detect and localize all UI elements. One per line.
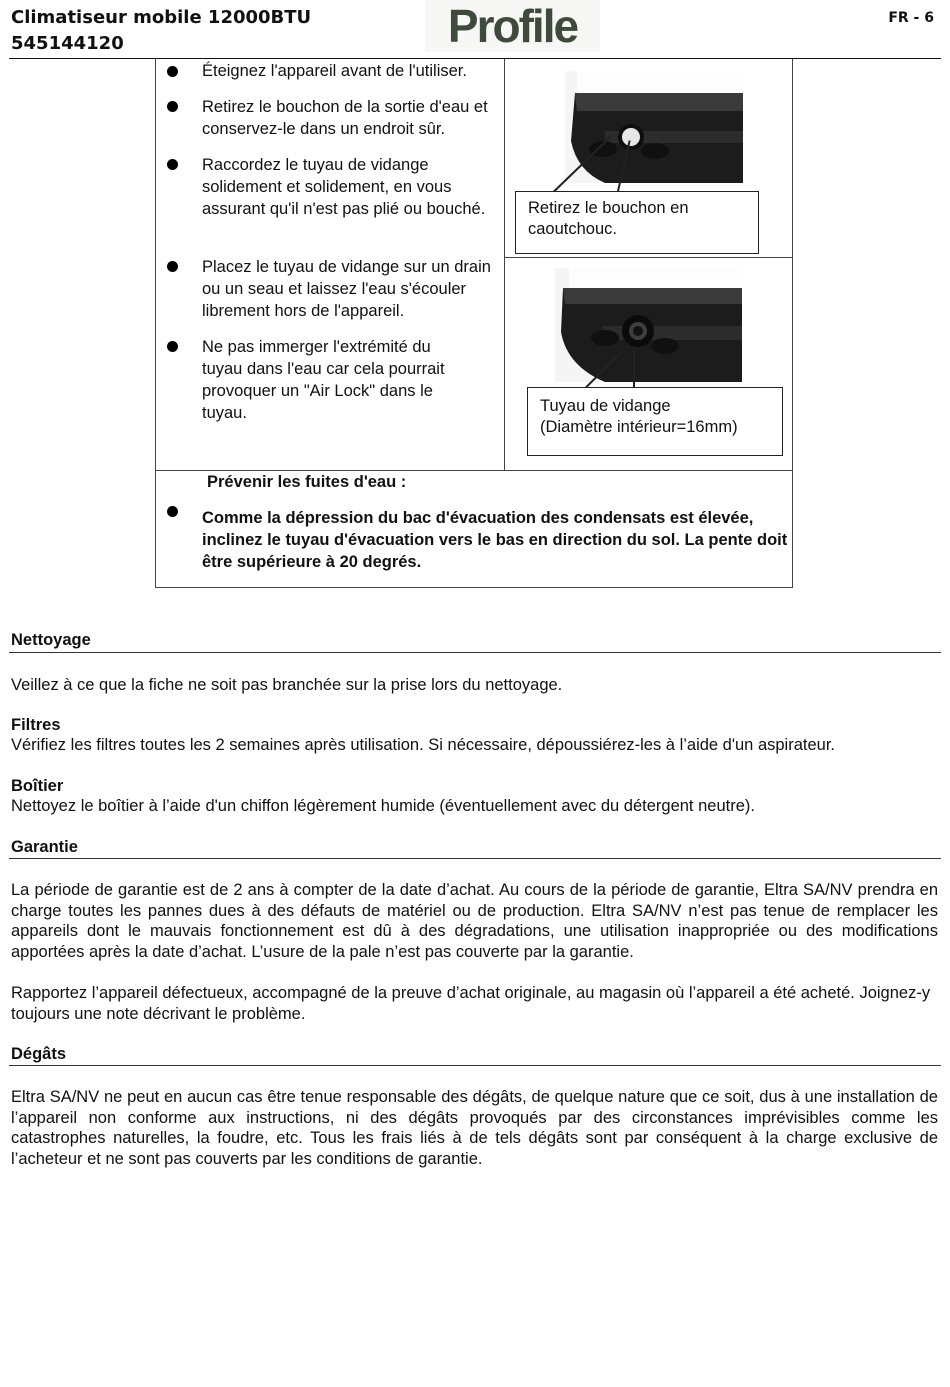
drain-step-3: Raccordez le tuyau de vidange solidement et solidement, en vous assurant qu'il n'est pas plié ou bouché. <box>202 156 486 218</box>
bullet-icon <box>167 506 178 517</box>
hose-callout <box>527 387 783 456</box>
garantie-paragraph-2: Rapportez l’appareil défectueux, accompagné de la preuve d’achat originale, au magasin où l’appareil a été acheté. Joignez-y toujours une note décrivant le problème. <box>11 984 931 1023</box>
subheading-boitier: Boîtier <box>11 777 64 795</box>
profile-logo: Profile <box>425 0 600 52</box>
bullet-icon <box>167 101 178 112</box>
table-image-divider <box>504 257 793 258</box>
section-divider <box>9 858 941 859</box>
subheading-filtres: Filtres <box>11 716 61 734</box>
hose-callout-label: Tuyau de vidange <box>540 397 671 415</box>
bullet-icon <box>167 261 178 272</box>
callout-leader-line <box>633 351 635 387</box>
table-column-divider <box>504 59 505 470</box>
drain-step-2: Retirez le bouchon de la sortie d'eau et conservez-le dans un endroit sûr. <box>202 98 488 138</box>
drain-plug-photo <box>565 71 743 183</box>
warning-text: Comme la dépression du bac d'évacuation des condensats est élevée, inclinez le tuyau d'évacuation vers le bas en direction du sol. La pente doit être supérieure à 20 degrés. <box>202 509 788 571</box>
filtres-text: Vérifiez les filtres toutes les 2 semaines après utilisation. Si nécessaire, dépoussiérez-les à l’aide d'un aspirateur. <box>11 736 835 754</box>
drain-step-5: Ne pas immerger l'extrémité du tuyau dans l'eau car cela pourrait provoquer un "Air Lock" dans le tuyau. <box>202 338 445 422</box>
document-title <box>11 5 311 57</box>
bullet-icon <box>167 341 178 352</box>
product-name: Climatiseur mobile 12000BTU <box>11 7 312 28</box>
garantie-paragraph-1: La période de garantie est de 2 ans à compter de la date d’achat. Au cours de la période de garantie, Eltra SA/NV prendra en charge toutes les pannes dues à des défauts de matériel ou de production. Eltra SA/NV n’est pas tenue de remplacer les appareils dont le mauvais fonctionnement est dû à des dégradations, une utilisation inappropriée ou des modifications apportées après la date d’achat. L’usure de la pale n’est pas couverte par la garantie. <box>11 881 938 961</box>
boitier-text: Nettoyez le boîtier à l’aide d'un chiffon légèrement humide (éventuellement avec du détergent neutre). <box>11 797 755 815</box>
page-number: FR - 6 <box>888 10 934 26</box>
section-title-degats: Dégâts <box>11 1045 67 1063</box>
section-divider <box>9 1065 941 1066</box>
nettoyage-intro: Veillez à ce que la fiche ne soit pas branchée sur la prise lors du nettoyage. <box>11 676 563 694</box>
warning-title: Prévenir les fuites d'eau : <box>207 473 407 491</box>
drain-step-1: Éteignez l'appareil avant de l'utiliser. <box>202 62 467 80</box>
hose-callout-diameter: (Diamètre intérieur=16mm) <box>540 418 738 436</box>
degats-paragraph: Eltra SA/NV ne peut en aucun cas être tenue responsable des dégâts, de quelque nature que ce soit, dus à une installation de l’appareil non conforme aux instructions, ni des dégâts provoqués par des circonstances imprévisibles comme les catastrophes naturelles, la foudre, etc. Tous les frais liés à de tels dégâts sont par conséquent à la charge exclusive de l’acheteur et ne sont pas couverts par les conditions de garantie. <box>11 1088 938 1168</box>
section-title-garantie: Garantie <box>11 838 78 856</box>
drain-step-4: Placez le tuyau de vidange sur un drain ou un seau et laissez l'eau s'écouler librement hors de l'appareil. <box>202 258 491 320</box>
drain-hose-photo <box>555 268 742 382</box>
product-code: 545144120 <box>11 33 124 54</box>
bullet-icon <box>167 66 178 77</box>
section-title-nettoyage: Nettoyage <box>11 631 91 649</box>
plug-callout: Retirez le bouchon en caoutchouc. <box>515 191 759 254</box>
bullet-icon <box>167 159 178 170</box>
section-divider <box>9 652 941 653</box>
